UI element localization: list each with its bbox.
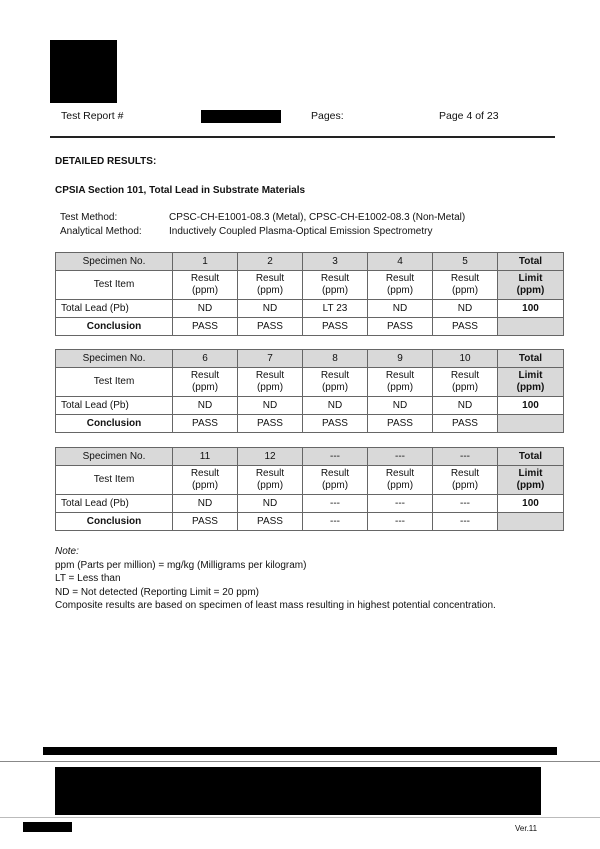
conclusion-row [56, 513, 564, 531]
lead-value: --- [368, 495, 433, 513]
unit-label: (ppm) [386, 480, 414, 491]
lead-value: ND [433, 300, 498, 318]
conclusion-value: --- [303, 513, 368, 531]
unit-label: (ppm) [256, 480, 284, 491]
result-unit-cell [173, 271, 238, 300]
specimen-number: 1 [173, 253, 238, 271]
result-label: Result [385, 370, 415, 381]
result-unit-cell [173, 466, 238, 495]
result-label: Result [255, 468, 285, 479]
result-unit-cell [368, 271, 433, 300]
conclusion-label: Conclusion [56, 318, 173, 336]
test-method-value: CPSC-CH-E1001-08.3 (Metal), CPSC-CH-E1002-08.3 (Non-Metal) [169, 212, 466, 223]
conclusion-label: Conclusion [56, 513, 173, 531]
redacted-report-number [201, 110, 281, 123]
unit-label: (ppm) [321, 480, 349, 491]
notes-block [55, 545, 575, 613]
specimen-number: --- [368, 448, 433, 466]
limit-unit-cell [498, 271, 564, 300]
unit-label: (ppm) [321, 285, 349, 296]
lead-row [56, 397, 564, 415]
specimen-number: --- [303, 448, 368, 466]
lead-value: ND [433, 397, 498, 415]
conclusion-value: PASS [433, 318, 498, 336]
result-unit-cell [433, 271, 498, 300]
result-unit-cell [238, 368, 303, 397]
analytical-method-label: Analytical Method: [60, 226, 142, 237]
lead-value: ND [238, 397, 303, 415]
footer-divider [0, 761, 600, 762]
specimen-number: 11 [173, 448, 238, 466]
unit-label: (ppm) [191, 480, 219, 491]
lead-label: Total Lead (Pb) [56, 397, 173, 415]
result-label: Result [190, 273, 220, 284]
conclusion-value: PASS [368, 415, 433, 433]
conclusion-value: PASS [238, 318, 303, 336]
test-item-label: Test Item [56, 271, 173, 300]
note-line: ppm (Parts per million) = mg/kg (Milligrams per kilogram) [55, 559, 307, 571]
conclusion-value: PASS [238, 415, 303, 433]
test-item-row [56, 368, 564, 397]
conclusion-value: --- [368, 513, 433, 531]
unit-label: (ppm) [191, 382, 219, 393]
specimen-number: 8 [303, 350, 368, 368]
conclusion-value: PASS [173, 318, 238, 336]
footer-divider-lower [0, 817, 600, 818]
lead-value: ND [368, 397, 433, 415]
test-method-label: Test Method: [60, 212, 118, 223]
specimen-row [56, 350, 564, 368]
result-label: Result [385, 468, 415, 479]
unit-label: (ppm) [451, 480, 479, 491]
test-item-row [56, 466, 564, 495]
conclusion-value: PASS [433, 415, 498, 433]
limit-unit-cell [498, 368, 564, 397]
result-unit-cell [433, 368, 498, 397]
header-divider [50, 136, 555, 138]
limit-unit-cell [498, 466, 564, 495]
redacted-footer-block [55, 767, 541, 815]
conclusion-value: --- [433, 513, 498, 531]
lead-value: ND [368, 300, 433, 318]
specimen-number: 12 [238, 448, 303, 466]
specimen-label: Specimen No. [56, 448, 173, 466]
result-unit-cell [238, 466, 303, 495]
unit-label: (ppm) [191, 285, 219, 296]
limit-label: Limit [518, 468, 543, 479]
conclusion-value: PASS [173, 513, 238, 531]
lead-row [56, 300, 564, 318]
unit-label: (ppm) [256, 285, 284, 296]
specimen-row [56, 253, 564, 271]
conclusion-value: PASS [238, 513, 303, 531]
result-unit-cell [173, 368, 238, 397]
conclusion-label: Conclusion [56, 415, 173, 433]
empty-total-cell [498, 513, 564, 531]
lead-value: ND [173, 300, 238, 318]
specimen-number: 4 [368, 253, 433, 271]
lead-value: ND [238, 495, 303, 513]
lead-value: --- [303, 495, 368, 513]
version-label: Ver.11 [515, 824, 538, 833]
conclusion-value: PASS [303, 415, 368, 433]
conclusion-row [56, 318, 564, 336]
result-unit-cell [303, 368, 368, 397]
lead-row [56, 495, 564, 513]
test-item-label: Test Item [56, 466, 173, 495]
unit-label: (ppm) [386, 285, 414, 296]
result-unit-cell [238, 271, 303, 300]
lead-value: LT 23 [303, 300, 368, 318]
results-table-3 [55, 447, 564, 531]
results-table-2 [55, 349, 564, 433]
specimen-number: 9 [368, 350, 433, 368]
result-unit-cell [368, 368, 433, 397]
specimen-number: 7 [238, 350, 303, 368]
note-line: LT = Less than [55, 573, 121, 584]
lead-label: Total Lead (Pb) [56, 300, 173, 318]
result-unit-cell [303, 271, 368, 300]
test-item-label: Test Item [56, 368, 173, 397]
lead-value: --- [433, 495, 498, 513]
specimen-number: 3 [303, 253, 368, 271]
unit-label: (ppm) [451, 382, 479, 393]
conclusion-row [56, 415, 564, 433]
lead-value: ND [303, 397, 368, 415]
conclusion-value: PASS [173, 415, 238, 433]
specimen-number: 5 [433, 253, 498, 271]
unit-label: (ppm) [516, 285, 545, 296]
result-label: Result [255, 370, 285, 381]
conclusion-value: PASS [368, 318, 433, 336]
result-label: Result [320, 273, 350, 284]
note-title: Note: [55, 546, 79, 557]
limit-label: Limit [518, 273, 543, 284]
unit-label: (ppm) [321, 382, 349, 393]
specimen-number: 6 [173, 350, 238, 368]
redacted-footer-tag [23, 822, 72, 832]
specimen-label: Specimen No. [56, 350, 173, 368]
detailed-results-heading: DETAILED RESULTS: [55, 156, 157, 167]
limit-label: Limit [518, 370, 543, 381]
limit-value: 100 [498, 300, 564, 318]
result-label: Result [190, 468, 220, 479]
lead-value: ND [173, 495, 238, 513]
total-header: Total [498, 253, 564, 271]
result-label: Result [190, 370, 220, 381]
lead-value: ND [173, 397, 238, 415]
result-unit-cell [368, 466, 433, 495]
pages-label: Pages: [311, 110, 344, 122]
result-label: Result [320, 468, 350, 479]
redacted-logo [50, 40, 117, 103]
result-label: Result [450, 468, 480, 479]
specimen-number: --- [433, 448, 498, 466]
unit-label: (ppm) [386, 382, 414, 393]
empty-total-cell [498, 318, 564, 336]
lead-label: Total Lead (Pb) [56, 495, 173, 513]
result-label: Result [385, 273, 415, 284]
unit-label: (ppm) [256, 382, 284, 393]
result-label: Result [450, 273, 480, 284]
page-number: Page 4 of 23 [439, 110, 499, 122]
limit-value: 100 [498, 495, 564, 513]
total-header: Total [498, 448, 564, 466]
result-label: Result [320, 370, 350, 381]
redacted-footer-bar [43, 747, 557, 755]
result-unit-cell [433, 466, 498, 495]
results-table-1 [55, 252, 564, 336]
note-line: ND = Not detected (Reporting Limit = 20 ppm) [55, 586, 259, 598]
conclusion-value: PASS [303, 318, 368, 336]
limit-value: 100 [498, 397, 564, 415]
result-label: Result [255, 273, 285, 284]
note-line: Composite results are based on specimen of least mass resulting in highest potential concentration. [55, 600, 496, 611]
total-header: Total [498, 350, 564, 368]
specimen-row [56, 448, 564, 466]
unit-label: (ppm) [516, 480, 545, 491]
unit-label: (ppm) [451, 285, 479, 296]
empty-total-cell [498, 415, 564, 433]
specimen-label: Specimen No. [56, 253, 173, 271]
test-item-row [56, 271, 564, 300]
unit-label: (ppm) [516, 382, 545, 393]
result-unit-cell [303, 466, 368, 495]
test-report-label: Test Report # [61, 110, 124, 122]
lead-value: ND [238, 300, 303, 318]
specimen-number: 2 [238, 253, 303, 271]
specimen-number: 10 [433, 350, 498, 368]
section-title: CPSIA Section 101, Total Lead in Substrate Materials [55, 185, 306, 196]
result-label: Result [450, 370, 480, 381]
analytical-method-value: Inductively Coupled Plasma-Optical Emission Spectrometry [169, 226, 433, 237]
